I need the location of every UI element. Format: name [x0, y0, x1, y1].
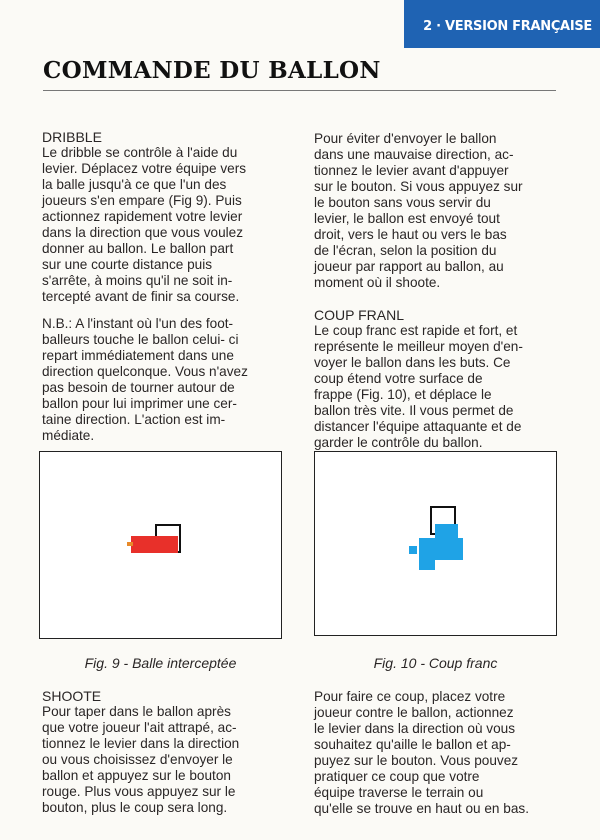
coup-franc-howto-text	[314, 689, 529, 817]
text-line: qu'elle se trouve en haut ou en bas.	[314, 801, 529, 816]
nb-text	[42, 316, 248, 444]
text-line: pas besoin de tourner autour de	[42, 380, 235, 395]
text-line: Le dribble se contrôle à l'aide du	[42, 145, 238, 160]
text-line: bouton, plus le coup sera long.	[42, 800, 228, 815]
text-line: le bouton sans vous servir du	[314, 195, 491, 210]
text-line: droit, vers le haut ou vers le bas	[314, 227, 507, 242]
text-line: garder le contrôle du ballon.	[314, 435, 483, 450]
text-line: pratiquer ce coup que votre	[314, 769, 480, 784]
text-line: de l'écran, selon la position du	[314, 243, 497, 258]
text-line: levier, le ballon est envoyé tout	[314, 211, 500, 226]
text-line: distancer l'équipe attaquante et de	[314, 419, 522, 434]
text-line: frappe (Fig. 10), et déplace le	[314, 387, 492, 402]
text-line: ou vous choisissez d'envoyer le	[42, 752, 233, 767]
fig9-caption: Fig. 9 - Balle interceptée	[84, 655, 237, 671]
text-line: tionnez le levier avant d'appuyer	[314, 163, 509, 178]
coup-franc-text	[314, 323, 523, 451]
shoote-text	[42, 704, 239, 816]
text-line: Pour faire ce coup, placez votre	[314, 689, 506, 704]
coup-franc-heading: COUP FRANL	[314, 307, 404, 323]
text-line: médiate.	[42, 428, 95, 443]
fig10-caption: Fig. 10 - Coup franc	[373, 655, 498, 671]
text-line: la balle jusqu'à ce que l'un des	[42, 177, 227, 192]
text-line: joueur par rapport au ballon, au	[314, 259, 504, 274]
fig10-drawing	[315, 452, 558, 637]
text-line: levier. Déplacez votre équipe vers	[42, 161, 247, 176]
text-line: coup étend votre surface de	[314, 371, 483, 386]
coup-franc-howto	[314, 689, 529, 817]
text-line: voyer le ballon dans les buts. Ce	[314, 355, 511, 370]
section-banner: 2 · VERSION FRANÇAISE	[404, 0, 600, 48]
text-line: moment où il shoote.	[314, 275, 441, 290]
text-line: que votre joueur l'ait attrapé, ac-	[42, 720, 237, 735]
text-line: ballon et appuyez sur le bouton	[42, 768, 231, 783]
text-line: dans la direction que vous voulez	[42, 225, 244, 240]
text-line: ballon pour lui imprimer une cer-	[42, 396, 237, 411]
text-line: tercepté avant de finir sa course.	[42, 289, 240, 304]
text-line: sur une courte distance puis	[42, 257, 213, 272]
fig9-drawing	[40, 452, 283, 640]
text-line: joueur contre le ballon, actionnez	[314, 705, 514, 720]
text-line: Le coup franc est rapide et fort, et	[314, 323, 518, 338]
text-line: le levier dans la direction où vous	[314, 721, 515, 736]
text-line: Pour éviter d'envoyer le ballon	[314, 131, 497, 146]
fig10-player-foot	[419, 556, 435, 570]
text-line: représente le meilleur moyen d'en-	[314, 339, 523, 354]
figure-10	[314, 451, 557, 636]
dribble-heading: DRIBBLE	[42, 129, 102, 145]
dribble-text	[42, 145, 248, 305]
right-column	[314, 131, 523, 451]
figure-9	[39, 451, 282, 639]
text-line: N.B.: A l'instant où l'un des foot-	[42, 316, 234, 331]
fig9-ball	[127, 542, 133, 546]
text-line: ballon très vite. Il vous permet de	[314, 403, 514, 418]
text-line: taine direction. L'action est im-	[42, 412, 226, 427]
text-line: dans une mauvaise direction, ac-	[314, 147, 514, 162]
page-title: COMMANDE DU BALLON	[43, 57, 381, 84]
text-line: sur le bouton. Si vous appuyez sur	[314, 179, 523, 194]
shoote-heading: SHOOTE	[42, 688, 102, 704]
text-line: repart immédiatement dans une	[42, 348, 234, 363]
shoote-section	[42, 688, 239, 816]
text-line: puyez sur le bouton. Vous pouvez	[314, 753, 519, 768]
text-line: Pour taper dans le ballon après	[42, 704, 231, 719]
text-line: rouge. Plus vous appuyez sur le	[42, 784, 236, 799]
title-rule	[43, 90, 556, 91]
intro-text	[314, 131, 523, 291]
text-line: équipe traverse le terrain ou	[314, 785, 484, 800]
text-line: joueurs s'en empare (Fig 9). Puis	[42, 193, 242, 208]
fig10-ball	[409, 546, 417, 554]
text-line: tionnez le levier dans la direction	[42, 736, 240, 751]
text-line: direction quelconque. Vous n'avez	[42, 364, 248, 379]
text-line: souhaitez qu'aille le ballon et ap-	[314, 737, 511, 752]
left-column	[42, 129, 248, 444]
text-line: s'arrête, à moins qu'il ne soit in-	[42, 273, 233, 288]
fig9-player	[131, 536, 178, 553]
text-line: donner au ballon. Le ballon part	[42, 241, 234, 256]
text-line: balleurs touche le ballon celui- ci	[42, 332, 239, 347]
text-line: actionnez rapidement votre levier	[42, 209, 243, 224]
